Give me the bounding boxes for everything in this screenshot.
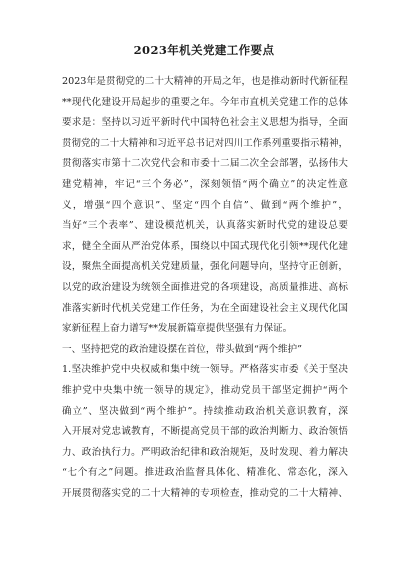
paragraph-line: 当好“三个表率”、建设模范机关，认真落实新时代党的建设总要 [62, 220, 348, 232]
paragraph-line: 家新征程上奋力谱写**发展新篇章提供坚强有力保证。 [62, 323, 293, 335]
paragraph-line: 贯彻党的二十大精神和习近平总书记对四川工作系列重要指示精神， [62, 137, 348, 149]
paragraph-line: 维护党中央集中统一领导的规定》，推动党员干部坚定拥护“两个 [62, 384, 348, 396]
paragraph-line: 入开展对党忠诚教育，不断提高党员干部的政治判断力、政治领悟 [62, 426, 348, 438]
paragraph-line: 1.坚决维护党中央权威和集中统一领导。严格落实市委《关于坚决 [62, 364, 348, 376]
document-title: 2023年机关党建工作要点 [133, 43, 275, 57]
paragraph-line: “七个有之”问题。推进政治监督具体化、精准化、常态化，深入 [62, 467, 348, 479]
paragraph-line: 确立”、坚决做到“两个维护”。持续推动政治机关意识教育，深 [62, 405, 348, 417]
paragraph-line: 开展贯彻落实党的二十大精神的专项检查，推动党的二十大精神、 [62, 487, 348, 499]
paragraph-line: 求，健全全面从严治党体系，围绕以中国式现代化引领**现代化建 [62, 240, 348, 252]
paragraph-line: 力、政治执行力。严明政治纪律和政治规矩，及时发现、着力解决 [62, 446, 348, 458]
paragraph-line: 义，增强“四个意识”、坚定“四个自信”、做到“两个维护”， [62, 199, 348, 211]
section-heading: 一、坚持把党的政治建设摆在首位，带头做到“两个维护” [62, 343, 303, 355]
paragraph-line: **现代化建设开局起步的重要之年。今年市直机关党建工作的总体 [62, 96, 348, 108]
paragraph-line: 设，聚焦全面提高机关党建质量，强化问题导向，坚持守正创新， [62, 261, 348, 273]
paragraph-line: 2023年是贯彻党的二十大精神的开局之年，也是推动新时代新征程 [62, 76, 348, 87]
paragraph-line: 准落实新时代机关党建工作任务，为在全面建设社会主义现代化国 [62, 302, 348, 314]
paragraph-line: 建党精神，牢记“三个务必”，深刻领悟“两个确立”的决定性意 [62, 178, 348, 190]
paragraph-line: 以党的政治建设为统领全面推进党的各项建设，高质量推进、高标 [62, 281, 348, 293]
paragraph-line: 贯彻落实市第十二次党代会和市委十二届二次全会部署，弘扬伟大 [62, 158, 348, 170]
paragraph-line: 要求是：坚持以习近平新时代中国特色社会主义思想为指导，全面 [62, 117, 348, 129]
document-body [62, 72, 348, 504]
